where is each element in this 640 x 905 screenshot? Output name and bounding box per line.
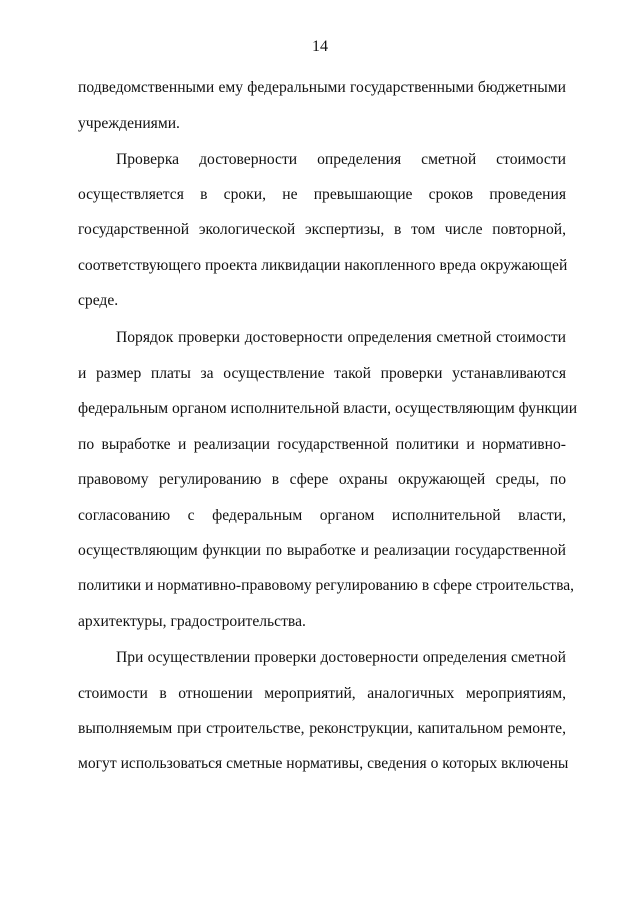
text-line: соответствующего проекта ликвидации накопленного вреда окружающей: [78, 257, 568, 274]
text-line: архитектуры, градостроительства.: [78, 613, 306, 630]
text-line: При осуществлении проверки достоверности определения сметной: [116, 649, 566, 666]
text-line: Порядок проверки достоверности определения сметной стоимости: [116, 329, 566, 346]
text-line: выполняемым при строительстве, реконструкции, капитальном ремонте,: [78, 720, 566, 737]
text-line: могут использоваться сметные нормативы, сведения о которых включены: [78, 755, 569, 772]
page-number: 14: [312, 38, 328, 55]
text-line: стоимости в отношении мероприятий, аналогичных мероприятиям,: [78, 685, 566, 702]
text-line: осуществляющим функции по выработке и реализации государственной: [78, 542, 566, 559]
text-line: осуществляется в сроки, не превышающие сроков проведения: [78, 186, 566, 203]
text-line: Проверка достоверности определения сметной стоимости: [116, 151, 566, 168]
text-line: федеральным органом исполнительной власти, осуществляющим функции: [78, 400, 578, 417]
text-line: и размер платы за осуществление такой проверки устанавливаются: [78, 365, 566, 382]
text-line: политики и нормативно-правовому регулированию в сфере строительства,: [78, 577, 575, 594]
text-line: государственной экологической экспертизы, в том числе повторной,: [78, 221, 566, 238]
text-line: учреждениями.: [78, 115, 180, 132]
text-line: подведомственными ему федеральными государственными бюджетными: [78, 79, 566, 96]
text-line: согласованию с федеральным органом исполнительной власти,: [78, 507, 566, 524]
text-line: по выработке и реализации государственной политики и нормативно-: [78, 436, 566, 453]
text-line: среде.: [78, 292, 119, 309]
text-line: правовому регулированию в сфере охраны окружающей среды, по: [78, 471, 566, 488]
